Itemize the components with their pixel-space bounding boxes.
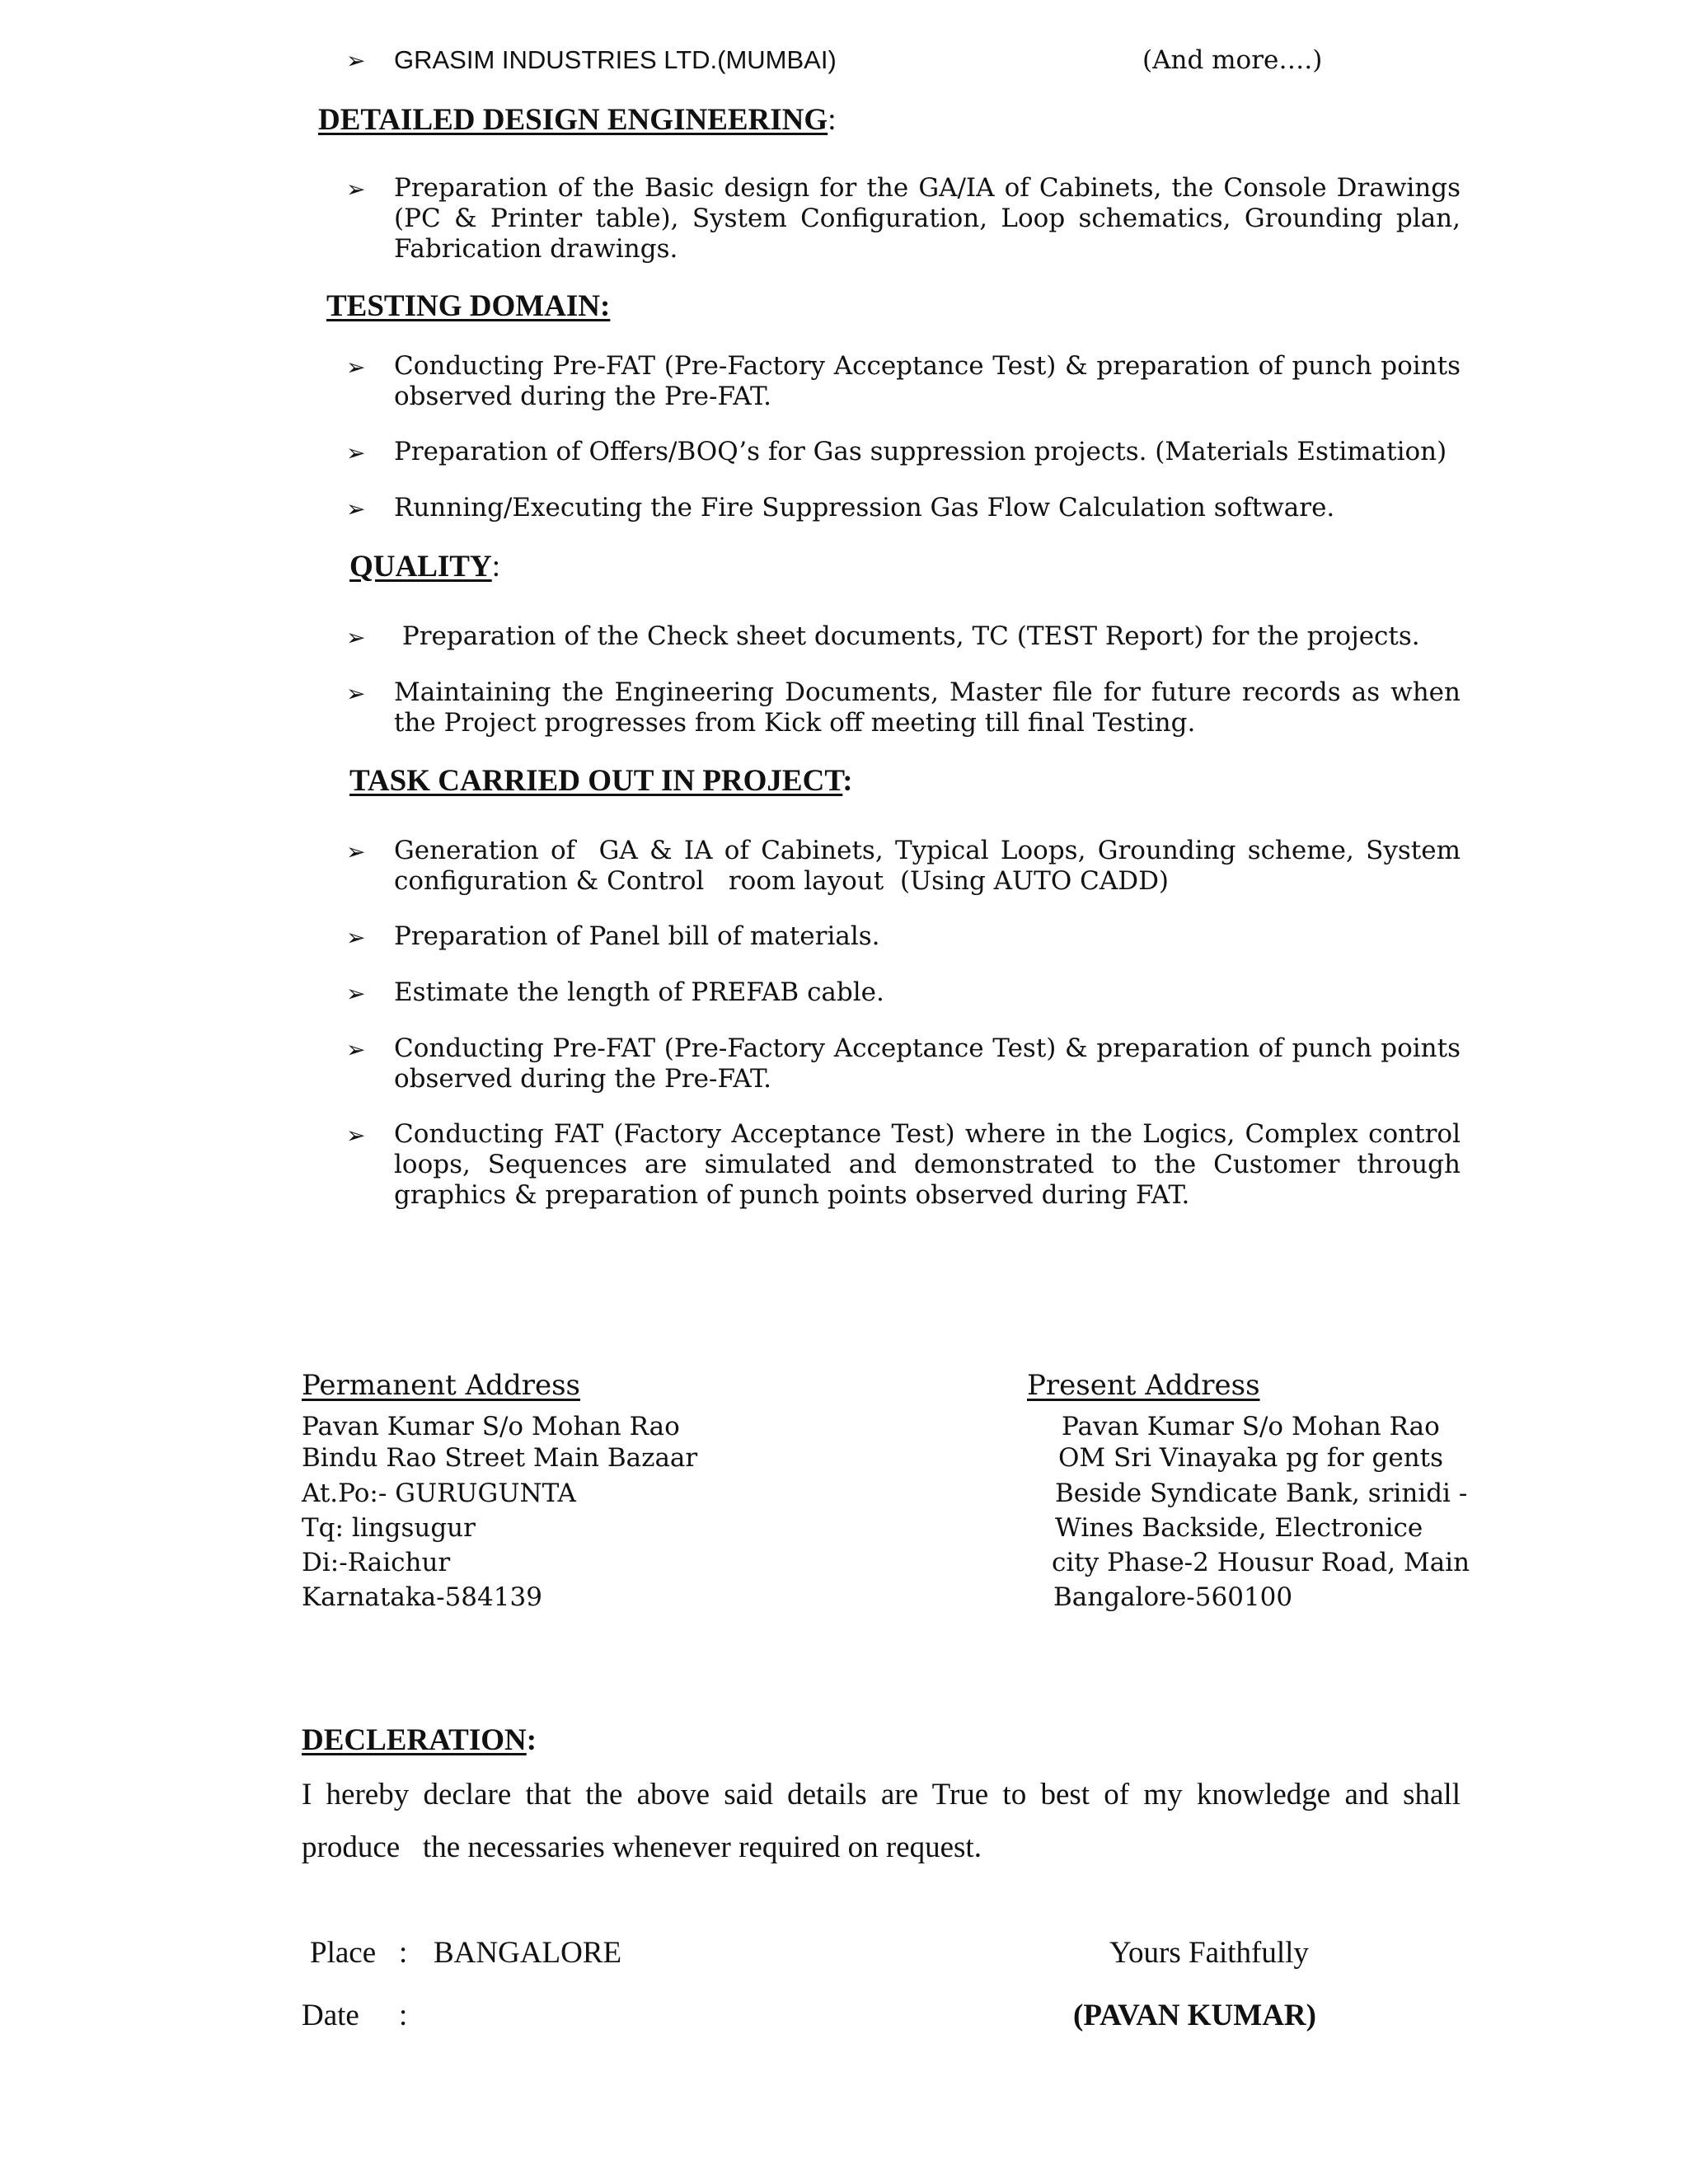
list-item: Generation of GA & IA of Cabinets, Typical Loops, Grounding scheme, System configuration & Control room layout (Using AUTO CADD): [394, 836, 1469, 896]
bullet-arrow-icon: ➢: [346, 495, 366, 523]
permanent-address-line: Bindu Rao Street Main Bazaar: [302, 1443, 698, 1473]
permanent-address-line: Pavan Kumar S/o Mohan Rao: [302, 1412, 680, 1441]
list-item: Preparation of the Basic design for the GA/IA of Cabinets, the Console Drawings (PC & Printer table), System Configuration, Loop schematics, Grounding plan, Fabrication drawings.: [394, 173, 1461, 264]
bullet-arrow-icon: ➢: [346, 680, 366, 707]
present-address-heading: Present Address: [1027, 1369, 1260, 1402]
bullet-arrow-icon: ➢: [346, 47, 366, 74]
detailed-design-heading: [318, 102, 836, 138]
permanent-address-heading: Permanent Address: [302, 1369, 580, 1402]
and-more-note: (And more….): [1142, 45, 1323, 75]
list-item: Maintaining the Engineering Documents, Master file for future records as when the Project progresses from Kick off meeting till final Testing.: [394, 677, 1461, 738]
company-name: GRASIM INDUSTRIES LTD.(MUMBAI): [394, 45, 837, 74]
list-item: Running/Executing the Fire Suppression Gas Flow Calculation software.: [394, 493, 1335, 523]
testing-domain-heading-text: TESTING DOMAIN:: [326, 289, 611, 323]
permanent-address-line: Karnataka-584139: [302, 1582, 542, 1612]
declaration-heading-colon: :: [526, 1723, 537, 1757]
list-item: Preparation of the Check sheet documents, TC (TEST Report) for the projects.: [394, 621, 1420, 651]
present-address-line: Pavan Kumar S/o Mohan Rao: [1062, 1412, 1440, 1441]
present-address-line: Beside Syndicate Bank, srinidi -: [1055, 1479, 1468, 1508]
permanent-address-line: At.Po:- GURUGUNTA: [302, 1479, 576, 1508]
declaration-heading-text: DECLERATION: [302, 1723, 527, 1757]
list-item: Conducting FAT (Factory Acceptance Test) where in the Logics, Complex control loops, Sequences are simulated and demonstrated to the Customer through graphics & preparation of punch points observed during FAT.: [394, 1119, 1461, 1210]
tasks-heading: [349, 763, 853, 799]
declaration-heading: [302, 1722, 537, 1759]
place-label: Place: [310, 1936, 377, 1970]
bullet-arrow-icon: ➢: [346, 439, 366, 466]
detailed-design-heading-text: DETAILED DESIGN ENGINEERING: [318, 103, 828, 137]
present-address-line: OM Sri Vinayaka pg for gents: [1058, 1443, 1444, 1473]
list-item: Preparation of Offers/BOQ’s for Gas suppression projects. (Materials Estimation): [394, 437, 1447, 466]
present-address-line: Bangalore-560100: [1053, 1582, 1293, 1612]
bullet-arrow-icon: ➢: [346, 838, 366, 865]
date-label: Date: [302, 1999, 359, 2032]
list-item: Estimate the length of PREFAB cable.: [394, 977, 884, 1007]
testing-domain-heading: [326, 288, 610, 325]
declaration-text: I hereby declare that the above said details are True to best of my knowledge and shall produce the necessaries whenever required on request.: [302, 1778, 1469, 1864]
tasks-heading-text: TASK CARRIED OUT IN PROJECT: [349, 764, 843, 798]
quality-heading: [349, 549, 500, 585]
place-value: BANGALORE: [434, 1936, 622, 1970]
detailed-design-heading-colon: :: [828, 103, 837, 137]
place-separator: :: [399, 1936, 408, 1970]
list-item: Conducting Pre-FAT (Pre-Factory Acceptance Test) & preparation of punch points observed during the Pre-FAT.: [394, 351, 1461, 411]
bullet-arrow-icon: ➢: [346, 980, 366, 1007]
bullet-arrow-icon: ➢: [346, 1036, 366, 1063]
bullet-arrow-icon: ➢: [346, 354, 366, 381]
tasks-heading-colon: :: [842, 764, 853, 798]
quality-heading-text: QUALITY: [349, 550, 492, 583]
permanent-address-line: Tq: lingsugur: [302, 1513, 476, 1543]
permanent-address-line: Di:-Raichur: [302, 1548, 451, 1577]
bullet-arrow-icon: ➢: [346, 924, 366, 951]
date-separator: :: [399, 1999, 408, 2032]
bullet-arrow-icon: ➢: [346, 176, 366, 203]
list-item: Conducting Pre-FAT (Pre-Factory Acceptance Test) & preparation of punch points observed during the Pre-FAT.: [394, 1033, 1461, 1094]
bullet-arrow-icon: ➢: [346, 1122, 366, 1149]
present-address-line: city Phase-2 Housur Road, Main: [1052, 1548, 1470, 1577]
closing-text: Yours Faithfully: [1109, 1936, 1309, 1970]
list-item: Preparation of Panel bill of materials.: [394, 921, 880, 951]
signatory-name: (PAVAN KUMAR): [1073, 1999, 1316, 2032]
bullet-arrow-icon: ➢: [346, 624, 366, 651]
quality-heading-colon: :: [491, 550, 500, 583]
present-address-line: Wines Backside, Electronice: [1055, 1513, 1423, 1543]
